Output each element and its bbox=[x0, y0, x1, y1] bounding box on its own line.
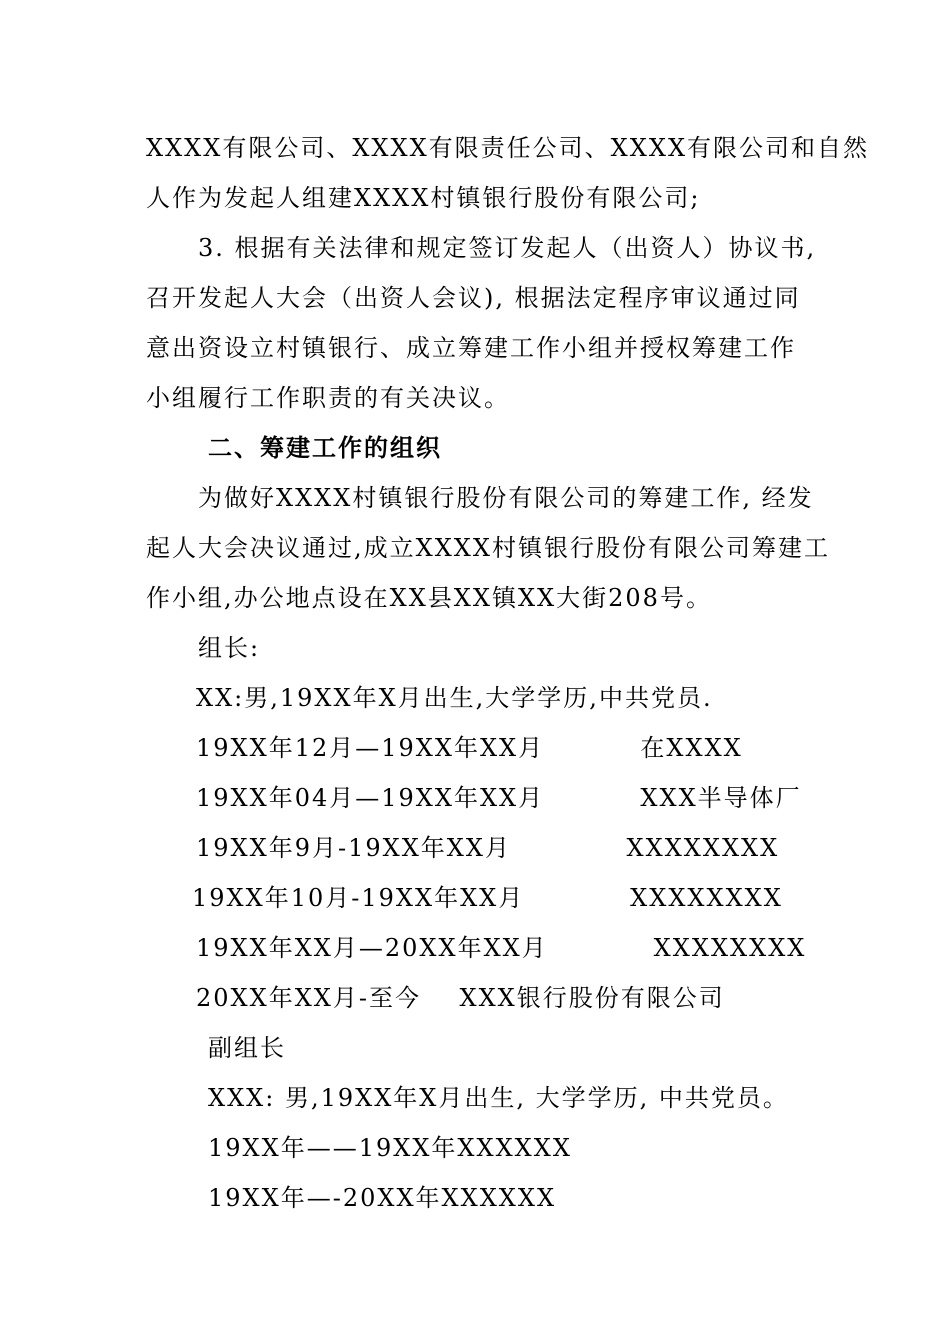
paragraph-line: 20XX年XX月-至今 XXX银行股份有限公司 bbox=[196, 984, 725, 1012]
paragraph-line: 起人大会决议通过,成立XXXX村镇银行股份有限公司筹建工 bbox=[146, 534, 830, 562]
paragraph-line: 召开发起人大会（出资人会议), 根据法定程序审议通过同 bbox=[146, 284, 801, 312]
paragraph-line: 组长: bbox=[198, 634, 261, 662]
paragraph-line: 19XX年10月-19XX年XX月 XXXXXXXX bbox=[192, 884, 783, 912]
paragraph-line: 小组履行工作职责的有关决议。 bbox=[146, 384, 510, 412]
paragraph-line: XXXX有限公司、XXXX有限责任公司、XXXX有限公司和自然 bbox=[146, 134, 870, 162]
paragraph-line: 3. 根据有关法律和规定签订发起人（出资人）协议书, bbox=[198, 234, 817, 262]
paragraph-line: 作小组,办公地点设在XX县XX镇XX大街208号。 bbox=[146, 584, 712, 612]
paragraph-line: 副组长 bbox=[208, 1034, 286, 1062]
paragraph-line: 19XX年12月—19XX年XX月 在XXXX bbox=[196, 734, 743, 762]
paragraph-line: XX:男,19XX年X月出生,大学学历,中共党员. bbox=[196, 684, 713, 712]
paragraph-line: 为做好XXXX村镇银行股份有限公司的筹建工作, 经发 bbox=[198, 484, 814, 512]
paragraph-line: 19XX年9月-19XX年XX月 XXXXXXXX bbox=[196, 834, 780, 862]
paragraph-line: 19XX年——19XX年XXXXXX bbox=[208, 1134, 572, 1162]
paragraph-line: 19XX年—-20XX年XXXXXX bbox=[208, 1184, 557, 1212]
paragraph-line: XXX: 男,19XX年X月出生, 大学学历, 中共党员。 bbox=[208, 1084, 789, 1112]
paragraph-line: 意出资设立村镇银行、成立筹建工作小组并授权筹建工作 bbox=[146, 334, 796, 362]
paragraph-line: 19XX年04月—19XX年XX月 XXX半导体厂 bbox=[196, 784, 802, 812]
paragraph-line: 人作为发起人组建XXXX村镇银行股份有限公司; bbox=[146, 184, 701, 212]
paragraph-line: 19XX年XX月—20XX年XX月 XXXXXXXX bbox=[196, 934, 807, 962]
section-heading: 二、筹建工作的组织 bbox=[208, 433, 442, 462]
